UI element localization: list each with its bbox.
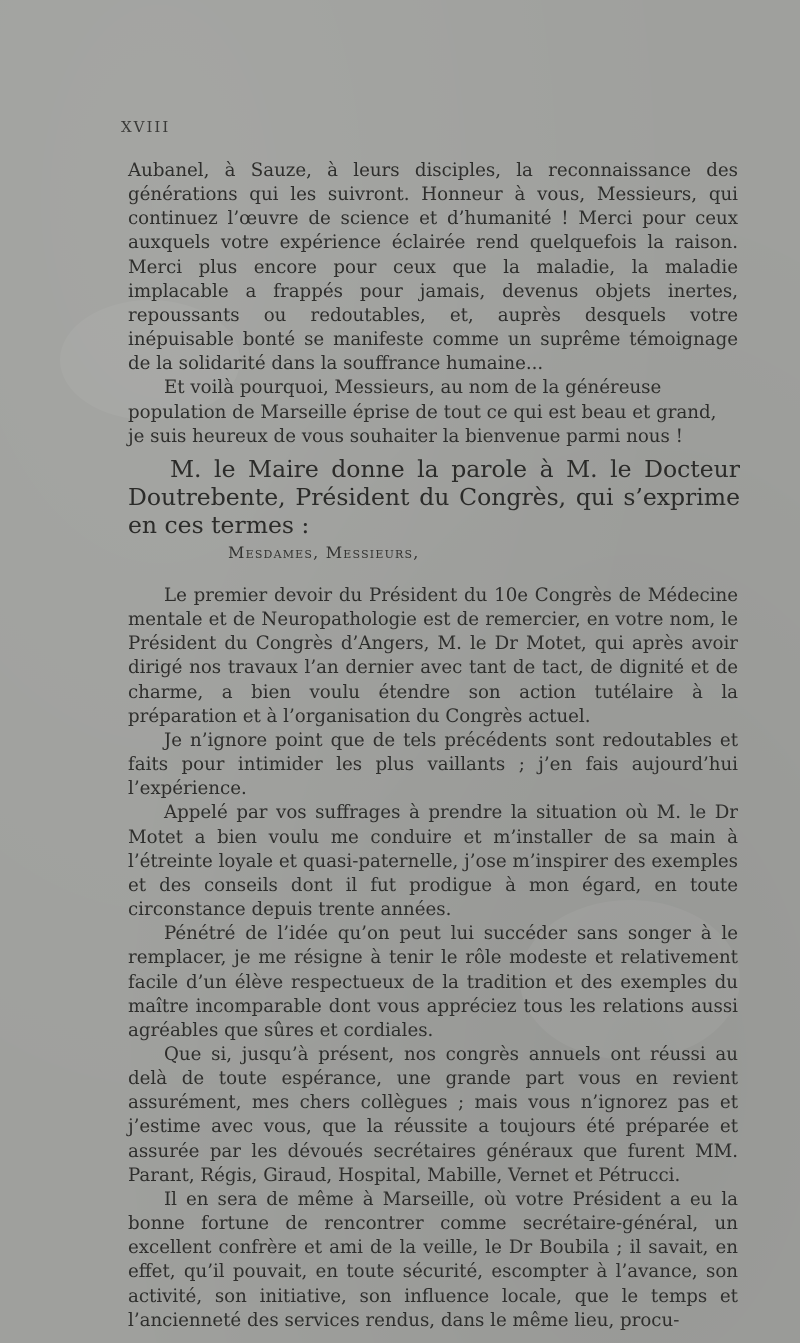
speech-text (128, 584, 738, 1333)
paragraph: Je n’ignore point que de tels précédents sont redoutables et faits pour intimider les plus vaillants ; j’en fais aujourd’hui l’expérience. (128, 729, 738, 800)
paragraph: Pénétré de l’idée qu’on peut lui succéder sans songer à le remplacer, je me résigne à tenir le rôle modeste et relativement facile d’un élève respectueux de la tradition et des exemples du maître incomparable dont vous appréciez tous les relations aussi agréables que sûres et cordiales. (128, 923, 738, 1041)
paragraph: Que si, jusqu’à présent, nos congrès annuels ont réussi au delà de toute espérance, une grande part vous en revient assurément, mes chers collègues ; mais vous n’ignorez pas et j’estime avec vous, que la réussite a toujours été préparée et assurée par les dévoués secrétaires généraux que furent MM. Parant, Régis, Giraud, Hospital, Mabille, Vernet et Pétrucci. (128, 1043, 738, 1186)
paragraph: Et voilà pourquoi, Messieurs, au nom de la généreuse population de Marseille éprise de tout ce qui est beau et grand, je suis heureux de vous souhaiter la bienvenue parmi nous ! (128, 377, 717, 447)
paragraph: Aubanel, à Sauze, à leurs disciples, la reconnaissance des générations qui les suivront. Honneur à vous, Messieurs, qui continuez l’œuvre de science et d’humanité ! Merci pour ceux auxquels votre expérience éclairée rend quelquefois la raison. Merci plus encore pour ceux que la maladie, la maladie implacable a frappés pour jamais, devenus objets inertes, repoussants ou redoutables, et, auprès desquels votre inépuisable bonté se manifeste comme un suprême témoignage de la solidarité dans la souffrance humaine... (128, 160, 738, 375)
paragraph: Il en sera de même à Marseille, où votre Président a eu la bonne fortune de rencontrer comme secrétaire-général, un excellent confrère et ami de la veille, le Dr Boubila ; il savait, en effet, qu’il pouvait, en toute sécurité, escompter à l’avance, son activité, son initiative, son influence locale, que le temps et l’ancienneté des services rendus, dans le même lieu, procu- (128, 1188, 738, 1331)
salutation: Mesdames, Messieurs, (228, 543, 420, 562)
page-number: XVIII (121, 118, 171, 136)
announcement-heading: M. le Maire donne la parole à M. le Docteur Doutrebente, Président du Congrès, qui s’exprime en ces termes : (128, 455, 740, 539)
intro-text (128, 159, 738, 449)
paragraph: Appelé par vos suffrages à prendre la situation où M. le Dr Motet a bien voulu me conduire et m’installer de sa main à l’étreinte loyale et quasi-paternelle, j’ose m’inspirer des exemples et des conseils dont il fut prodigue à mon égard, en toute circonstance depuis trente années. (128, 802, 738, 921)
paragraph: Le premier devoir du Président du 10e Congrès de Médecine mentale et de Neuropathologie est de remercier, en votre nom, le Président du Congrès d’Angers, M. le Dr Motet, qui après avoir dirigé nos travaux l’an dernier avec tant de tact, de dignité et de charme, a bien voulu étendre son action tutélaire à la préparation et à l’organisation du Congrès actuel. (128, 585, 738, 727)
